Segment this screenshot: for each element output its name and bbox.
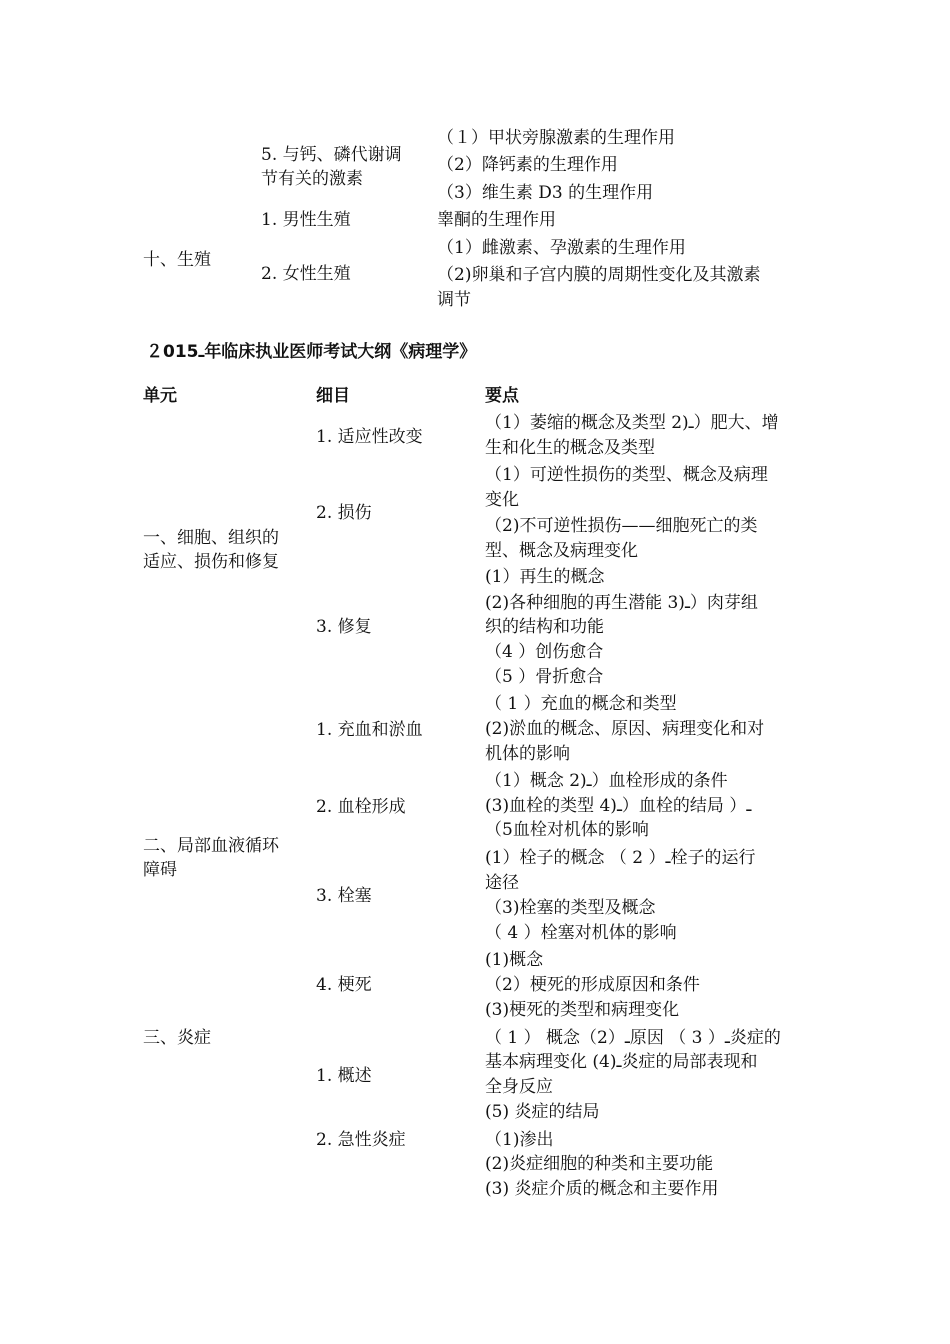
point: 生和化生的概念及类型 <box>485 438 655 458</box>
point: (1)概念 <box>485 950 544 970</box>
point: (3)梗死的类型和病理变化 <box>485 1000 680 1020</box>
point: (3) 炎症介质的概念和主要作用 <box>485 1179 719 1199</box>
point: （1）萎缩的概念及类型 2)ـ）肥大、增 <box>485 413 779 433</box>
point: （4 ）创伤愈合 <box>485 642 604 662</box>
header-unit: 单元 <box>143 386 177 406</box>
unit-name: 障碍 <box>143 860 177 880</box>
point: （3）维生素 D3 的生理作用 <box>437 183 654 203</box>
point: 织的结构和功能 <box>485 617 604 637</box>
point: （2）降钙素的生理作用 <box>437 155 618 175</box>
point: （１）甲状旁腺激素的生理作用 <box>437 128 675 148</box>
point: 基本病理变化 (4)ـ炎症的局部表现和 <box>485 1052 758 1072</box>
point: 途径 <box>485 873 519 893</box>
point: （5 ）骨折愈合 <box>485 667 604 687</box>
point: （1)渗出 <box>485 1130 554 1150</box>
detail-male: 1. 男性生殖 <box>261 210 351 230</box>
point: (1）栓子的概念 （ 2 ）ـ栓子的运行 <box>485 848 756 868</box>
point: （1）雌激素、孕激素的生理作用 <box>437 238 686 258</box>
unit-reproduction: 十、生殖 <box>143 250 211 270</box>
detail: 1. 充血和淤血 <box>316 720 423 740</box>
point: （ 1 ） 概念（2）ـ原因 （ 3 ）ـ炎症的 <box>485 1028 781 1048</box>
detail: 3. 修复 <box>316 617 372 637</box>
unit-name: 二、局部血液循环 <box>143 836 279 856</box>
detail-calcium: 5. 与钙、磷代谢调 <box>261 145 402 165</box>
point: （1）概念 2)ـ）血栓形成的条件 <box>485 771 728 791</box>
point: （ 1 ）充血的概念和类型 <box>485 694 677 714</box>
detail-calcium-2: 节有关的激素 <box>261 169 363 189</box>
header-detail: 细目 <box>316 386 350 406</box>
point: 型、概念及病理变化 <box>485 541 638 561</box>
point: （ 4 ）栓塞对机体的影响 <box>485 923 677 943</box>
detail: 3. 栓塞 <box>316 886 372 906</box>
point: (2)各种细胞的再生潜能 3)ـ）肉芽组 <box>485 593 758 613</box>
unit-name: 适应、损伤和修复 <box>143 552 279 572</box>
detail-female: 2. 女性生殖 <box>261 264 351 284</box>
detail: 1. 概述 <box>316 1066 372 1086</box>
unit-name: 一、细胞、组织的 <box>143 528 279 548</box>
point: (1）再生的概念 <box>485 567 605 587</box>
detail: 4. 梗死 <box>316 975 372 995</box>
unit-name: 三、炎症 <box>143 1028 211 1048</box>
point: （2）梗死的形成原因和条件 <box>485 975 700 995</box>
page-title: ２015ـ年临床执业医师考试大纲《病理学》 <box>146 342 477 362</box>
point: 睾酮的生理作用 <box>437 210 556 230</box>
detail: 2. 急性炎症 <box>316 1130 406 1150</box>
point: 机体的影响 <box>485 744 570 764</box>
point: （3)栓塞的类型及概念 <box>485 898 656 918</box>
point: 全身反应 <box>485 1077 553 1097</box>
point: (2)炎症细胞的种类和主要功能 <box>485 1154 714 1174</box>
point: （1）可逆性损伤的类型、概念及病理 <box>485 465 768 485</box>
point: (5) 炎症的结局 <box>485 1102 600 1122</box>
detail: 2. 血栓形成 <box>316 797 406 817</box>
point: （5血栓对机体的影响 <box>485 820 649 840</box>
point: （2)不可逆性损伤——细胞死亡的类 <box>485 516 758 536</box>
header-points: 要点 <box>485 386 519 406</box>
point: 调节 <box>437 290 471 310</box>
detail: 2. 损伤 <box>316 503 372 523</box>
point: (2)淤血的概念、原因、病理变化和对 <box>485 719 765 739</box>
point: 变化 <box>485 490 519 510</box>
point: (3)血栓的类型 4)ـ）血栓的结局 ）ـ <box>485 796 752 816</box>
point: （2)卵巢和子宫内膜的周期性变化及其激素 <box>437 265 761 285</box>
detail: 1. 适应性改变 <box>316 427 423 447</box>
